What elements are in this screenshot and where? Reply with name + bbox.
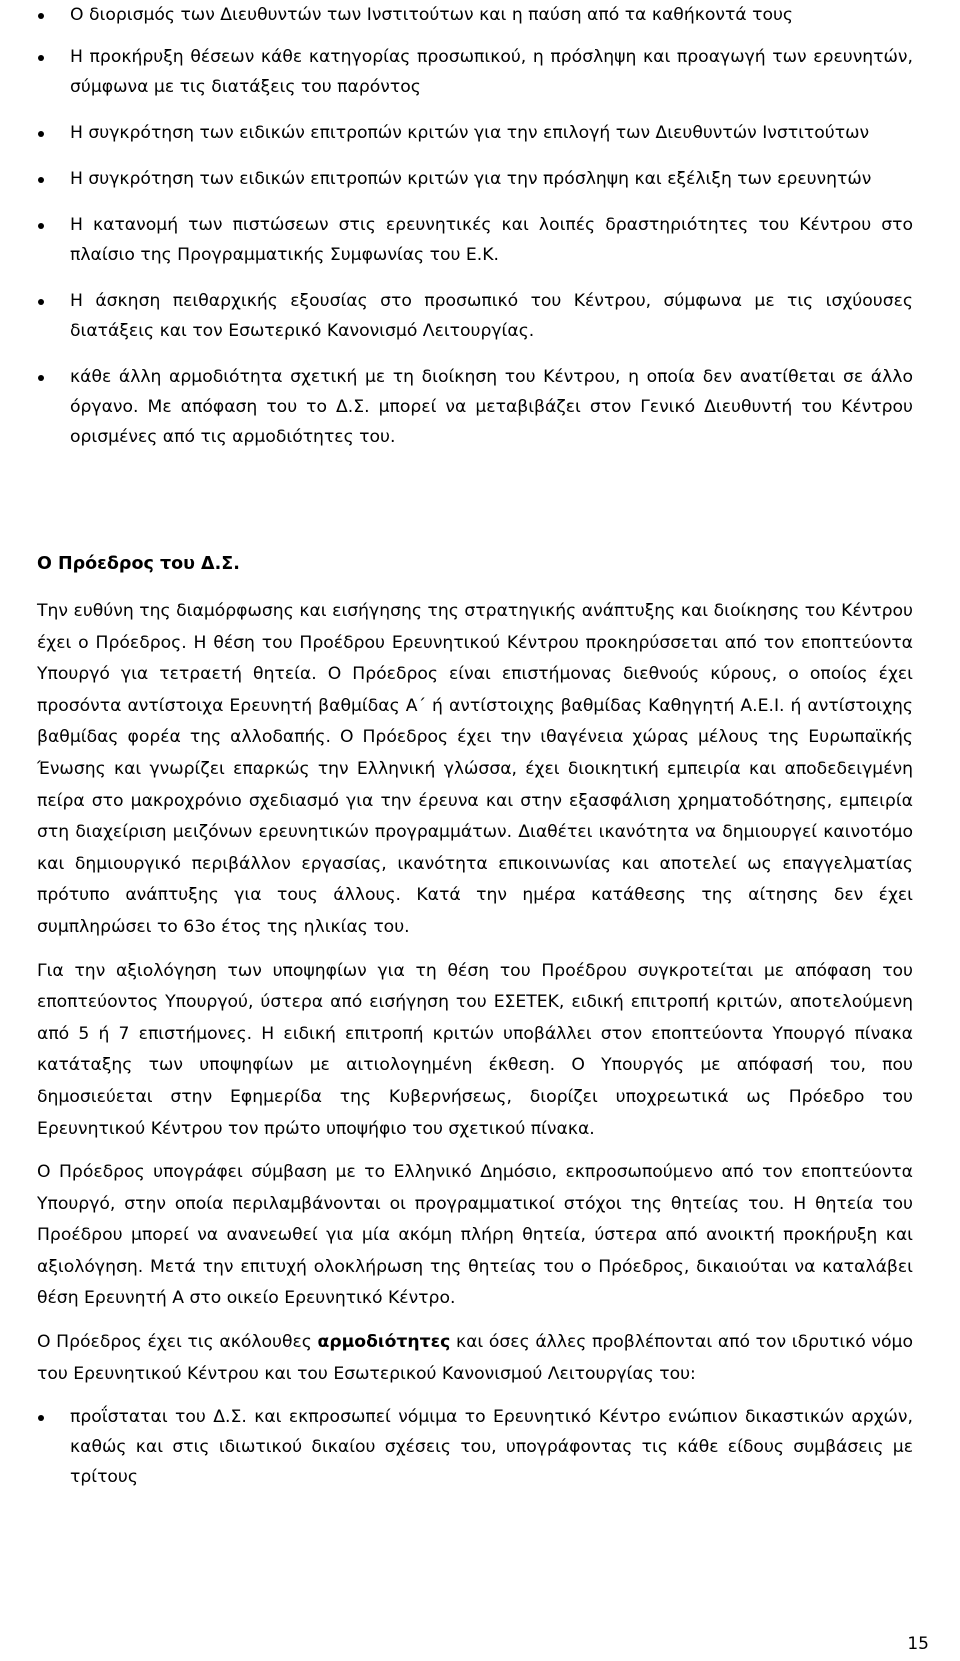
paragraph-president-competences (37, 1327, 913, 1390)
board-responsibilities-list-section (37, 0, 913, 452)
board-responsibilities-list (37, 0, 913, 452)
list-item: κάθε άλλη αρμοδιότητα σχετική με τη διοίκηση του Κέντρου, η οποία δεν ανατίθεται σε άλλο όργανο. Με απόφαση του το Δ.Σ. μπορεί να μεταβιβάζει στον Γενικό Διευθυντή του Κέντρου ορισμένες από τις αρμοδιότητες του. (37, 362, 913, 452)
list-item: Η άσκηση πειθαρχικής εξουσίας στο προσωπικό του Κέντρου, σύμφωνα με τις ισχύουσες διατάξεις και τον Εσωτερικό Κανονισμό Λειτουργίας. (37, 286, 913, 346)
text-span: και όσες άλλες προβλέπονται από τον ιδρυτικό νόμο του Ερευνητικού Κέντρου και του Εσωτερικού Κανονισμού Λειτουργίας του: (37, 1332, 914, 1384)
bold-term: αρμοδιότητες (317, 1332, 451, 1353)
list-item: Η προκήρυξη θέσεων κάθε κατηγορίας προσωπικού, η πρόσληψη και προαγωγή των ερευνητών, σύμφωνα με τις διατάξεις του παρόντος (37, 42, 913, 102)
paragraph-president-evaluation: Για την αξιολόγηση των υποψηφίων για τη θέση του Προέδρου συγκροτείται με απόφαση του εποπτεύοντος Υπουργού, ύστερα από εισήγηση του ΕΣΕΤΕΚ, ειδική επιτροπή κριτών, αποτελούμενη από 5 ή 7 επιστήμονες. Η ειδική επιτροπή κριτών υποβάλλει στον εποπτεύοντα Υπουργό πίνακα κατάταξης των υποψηφίων με αιτιολογημένη έκθεση. Ο Υπουργός με απόφασή του, που δημοσιεύεται στην Εφημερίδα της Κυβερνήσεως, διορίζει υποχρεωτικά ως Πρόεδρο του Ερευνητικού Κέντρου τον πρώτο υποψήφιο του σχετικού πίνακα. (37, 960, 913, 1139)
list-item: προΐσταται του Δ.Σ. και εκπροσωπεί νόμιμα το Ερευνητικό Κέντρο ενώπιον δικαστικών αρχών, καθώς και στις ιδιωτικού δικαίου σχέσεις του, υπογράφοντας τις κάθε είδους συμβάσεις με τρίτους (37, 1402, 913, 1492)
page-number: 15 (907, 1634, 929, 1654)
list-item: Η συγκρότηση των ειδικών επιτροπών κριτών για την πρόσληψη και εξέλιξη των ερευνητών (37, 164, 913, 194)
section-heading: Ο Πρόεδρος του Δ.Σ. (37, 554, 240, 574)
president-competences-list (37, 1402, 913, 1492)
paragraph-president-contract: Ο Πρόεδρος υπογράφει σύμβαση με το Ελληνικό Δημόσιο, εκπροσωπούμενο από τον εποπτεύοντα Υπουργό, στην οποία περιλαμβάνονται οι προγραμματικοί στόχοι της θητείας του. Η θητεία του Προέδρου μπορεί να ανανεωθεί για μία ακόμη πλήρη θητεία, ύστερα από ανοικτή προκήρυξη και αξιολόγηση. Μετά την επιτυχή ολοκλήρωση της θητείας του ο Πρόεδρος, δικαιούται να καταλάβει θέση Ερευνητή Α στο οικείο Ερευνητικό Κέντρο. (37, 1162, 913, 1309)
text-span: Ο Πρόεδρος έχει τις ακόλουθες (37, 1332, 318, 1353)
paragraph-president-profile: Την ευθύνη της διαμόρφωσης και εισήγησης της στρατηγικής ανάπτυξης και διοίκησης του Κέντρου έχει ο Πρόεδρος. Η θέση του Προέδρου Ερευνητικού Κέντρου προκηρύσσεται από τον εποπτεύοντα Υπουργό για τετραετή θητεία. Ο Πρόεδρος είναι επιστήμονας διεθνούς κύρους, ο οποίος έχει προσόντα αντίστοιχα Ερευνητή βαθμίδας Α΄ ή αντίστοιχης βαθμίδας Καθηγητή Α.Ε.Ι. ή αντίστοιχης βαθμίδας φορέα της αλλοδαπής. Ο Πρόεδρος έχει την ιθαγένεια χώρας μέλους της Ευρωπαϊκής Ένωσης και γνωρίζει επαρκώς την Ελληνική γλώσσα, έχει διοικητική εμπειρία και αποδεδειγμένη πείρα στο μακροχρόνιο σχεδιασμό για την έρευνα και στην εξασφάλιση χρηματοδότησης, εμπειρία στη διαχείριση μειζόνων ερευνητικών προγραμμάτων. Διαθέτει ικανότητα να δημιουργεί καινοτόμο και δημιουργικό περιβάλλον εργασίας, ικανότητα επικοινωνίας και αποτελεί ως επαγγελματίας πρότυπο ανάπτυξης για τους άλλους. Κατά την ημέρα κατάθεσης της αίτησης δεν έχει συμπληρώσει τo 63ο έτος της ηλικίας του. (37, 601, 913, 937)
list-item: Η κατανομή των πιστώσεων στις ερευνητικές και λοιπές δραστηριότητες του Κέντρου στο πλαίσιο της Προγραμματικής Συμφωνίας του Ε.Κ. (37, 210, 913, 270)
list-item: Ο διορισμός των Διευθυντών των Ινστιτούτων και η παύση από τα καθήκοντά τους (37, 0, 913, 30)
president-section (37, 549, 913, 1492)
list-item: Η συγκρότηση των ειδικών επιτροπών κριτών για την επιλογή των Διευθυντών Ινστιτούτων (37, 118, 913, 148)
